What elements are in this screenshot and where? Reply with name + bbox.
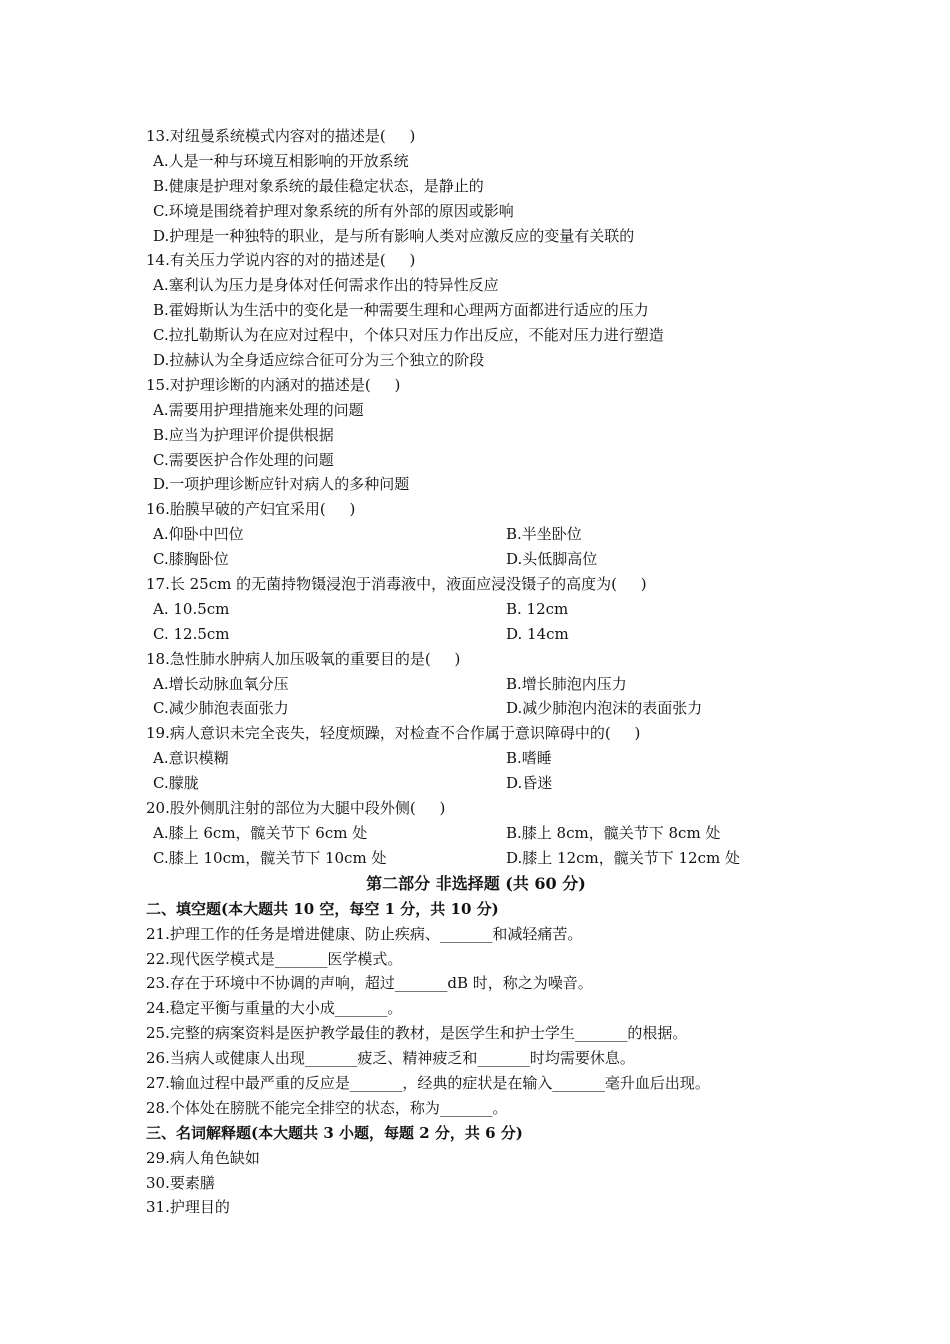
option-c: C.朦胧 — [153, 774, 199, 793]
option-row — [146, 547, 826, 572]
option-row — [146, 821, 826, 846]
option-a: A.增长动脉血氧分压 — [153, 674, 289, 693]
question-13 — [146, 124, 826, 248]
option-a: A.意识模糊 — [153, 749, 229, 768]
question-20 — [146, 796, 826, 871]
question-stem: 13.对纽曼系统模式内容对的描述是( ) — [146, 127, 416, 145]
question-stem: 17.长 25cm 的无菌持物镊浸泡于消毒液中，液面应浸没镊子的高度为( ) — [146, 575, 647, 594]
option-a: A. 10.5cm — [153, 599, 230, 618]
option-a: A.需要用护理措施来处理的问题 — [153, 400, 364, 419]
option-c: C.需要医护合作处理的问题 — [153, 450, 334, 469]
question-29: 29.病人角色缺如 — [146, 1148, 260, 1167]
question-18 — [146, 647, 826, 722]
question-stem: 20.股外侧肌注射的部位为大腿中段外侧( ) — [146, 799, 446, 818]
option-d: D.护理是一种独特的职业，是与所有影响人类对应激反应的变量有关联的 — [153, 226, 635, 245]
term-explanation-section — [146, 1121, 826, 1221]
question-26: 26.当病人或健康人出现_______疲乏、精神疲乏和_______时均需要休息。 — [146, 1049, 635, 1068]
option-b: B.嗜睡 — [506, 749, 552, 768]
question-stem: 19.病人意识未完全丧失，轻度烦躁，对检查不合作属于意识障碍中的( ) — [146, 724, 641, 743]
exam-page — [146, 124, 826, 1220]
option-b: B. 12cm — [506, 599, 569, 618]
option-c: C.减少肺泡表面张力 — [153, 699, 289, 718]
question-14 — [146, 248, 826, 372]
question-28: 28.个体处在膀胱不能完全排空的状态，称为_______。 — [146, 1098, 508, 1117]
part-two-title: 第二部分 非选择题 (共 60 分) — [366, 873, 586, 893]
option-d: D.膝上 12cm，髋关节下 12cm 处 — [506, 848, 740, 867]
option-d: D.头低脚高位 — [506, 550, 598, 569]
option-row — [146, 746, 826, 771]
question-23: 23.存在于环境中不协调的声响，超过_______dB 时，称之为噪音。 — [146, 974, 593, 993]
fill-blank-section — [146, 897, 826, 1121]
option-c: C.拉扎勒斯认为在应对过程中，个体只对压力作出反应，不能对压力进行塑造 — [153, 326, 664, 345]
question-16 — [146, 497, 826, 572]
option-a: A.塞利认为压力是身体对任何需求作出的特异性反应 — [153, 276, 499, 295]
question-19 — [146, 721, 826, 796]
option-b: B.应当为护理评价提供根据 — [153, 425, 334, 444]
option-row — [146, 597, 826, 622]
option-a: A.人是一种与环境互相影响的开放系统 — [153, 151, 409, 170]
option-d: D.一项护理诊断应针对病人的多种问题 — [153, 475, 410, 494]
option-row — [146, 771, 826, 796]
question-21: 21.护理工作的任务是增进健康、防止疾病、_______和减轻痛苦。 — [146, 924, 583, 943]
option-b: B.霍姆斯认为生活中的变化是一种需要生理和心理两方面都进行适应的压力 — [153, 301, 649, 320]
question-27: 27.输血过程中最严重的反应是_______，经典的症状是在输入_______毫升血后出现。 — [146, 1073, 710, 1092]
question-stem: 18.急性肺水肿病人加压吸氧的重要目的是( ) — [146, 649, 461, 668]
option-row — [146, 672, 826, 697]
option-a: A.仰卧中凹位 — [153, 525, 244, 544]
question-stem: 16.胎膜早破的产妇宜采用( ) — [146, 500, 356, 519]
question-15 — [146, 373, 826, 497]
question-17 — [146, 572, 826, 647]
question-30: 30.要素膳 — [146, 1173, 215, 1192]
option-c: C.膝上 10cm，髋关节下 10cm 处 — [153, 848, 387, 867]
option-b: B.膝上 8cm，髋关节下 8cm 处 — [506, 823, 721, 842]
section-heading: 三、名词解释题(本大题共 3 小题，每题 2 分，共 6 分) — [146, 1123, 523, 1142]
option-d: D.拉赫认为全身适应综合征可分为三个独立的阶段 — [153, 351, 485, 370]
option-b: B.半坐卧位 — [506, 525, 582, 544]
option-b: B.健康是护理对象系统的最佳稳定状态，是静止的 — [153, 176, 484, 195]
question-24: 24.稳定平衡与重量的大小成_______。 — [146, 999, 403, 1018]
section-heading: 二、填空题(本大题共 10 空，每空 1 分，共 10 分) — [146, 899, 499, 918]
question-stem: 15.对护理诊断的内涵对的描述是( ) — [146, 375, 401, 394]
option-d: D.减少肺泡内泡沫的表面张力 — [506, 699, 703, 718]
option-a: A.膝上 6cm，髋关节下 6cm 处 — [153, 823, 368, 842]
option-row — [146, 846, 826, 871]
option-d: D.昏迷 — [506, 774, 553, 793]
question-stem: 14.有关压力学说内容的对的描述是( ) — [146, 251, 416, 270]
option-c: C. 12.5cm — [153, 624, 230, 643]
option-c: C.环境是围绕着护理对象系统的所有外部的原因或影响 — [153, 201, 514, 220]
option-row — [146, 622, 826, 647]
question-31: 31.护理目的 — [146, 1198, 230, 1217]
question-22: 22.现代医学模式是_______医学模式。 — [146, 949, 403, 968]
option-row — [146, 522, 826, 547]
option-row — [146, 696, 826, 721]
option-b: B.增长肺泡内压力 — [506, 674, 627, 693]
option-c: C.膝胸卧位 — [153, 550, 229, 569]
question-25: 25.完整的病案资料是医护教学最佳的教材，是医学生和护士学生_______的根据。 — [146, 1024, 688, 1043]
option-d: D. 14cm — [506, 624, 569, 643]
